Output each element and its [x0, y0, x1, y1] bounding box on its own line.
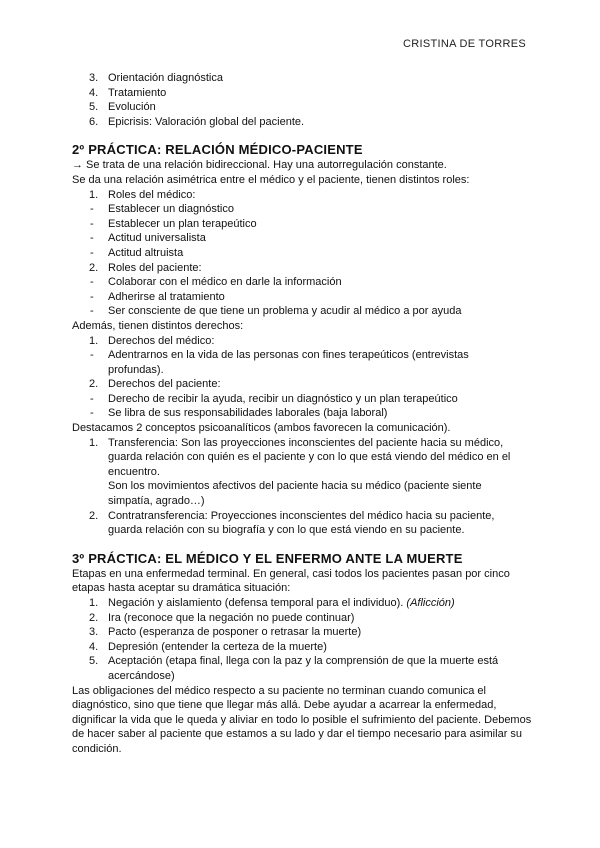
- list-item: [72, 596, 532, 611]
- list-number: 2.: [89, 261, 99, 274]
- list-item-text: Evolución: [108, 101, 156, 114]
- dash-item: [72, 406, 532, 421]
- dash-item-text: Adherirse al tratamiento: [108, 290, 225, 303]
- dash-marker: -: [90, 217, 94, 230]
- paragraph: Etapas en una enfermedad terminal. En general, casi todos los pacientes pasan por cinco etapas hasta aceptar su dramática situación:: [72, 567, 510, 595]
- dash-item: [72, 246, 532, 261]
- list-number: 4.: [89, 640, 99, 653]
- list-item-text: Contratransferencia: Proyecciones inconscientes del médico hacia su paciente, guarda relación con su biografía y con lo que está viendo en su paciente.: [108, 509, 495, 537]
- list-item: [72, 625, 532, 640]
- list-number: 1.: [89, 436, 99, 449]
- author-header: CRISTINA DE TORRES: [403, 38, 526, 50]
- list-item-text: Tratamiento: [108, 86, 167, 99]
- list-number: 2.: [89, 509, 99, 522]
- dash-item-text: Derecho de recibir la ayuda, recibir un diagnóstico y un plan terapeútico: [108, 392, 458, 405]
- list-item-text: Derechos del paciente:: [108, 378, 221, 391]
- dash-marker: -: [90, 290, 94, 303]
- list-number: 3.: [89, 72, 99, 84]
- dash-marker: -: [90, 203, 94, 216]
- dash-item-text: Establecer un diagnóstico: [108, 203, 234, 216]
- dash-item: [72, 348, 508, 377]
- dash-marker: -: [90, 232, 94, 245]
- list-item-text: Depresión (entender la certeza de la muerte): [108, 640, 327, 653]
- paragraph: Las obligaciones del médico respecto a su paciente no terminan cuando comunica el diagnóstico, sino que tiene que llegar más allá. Debe ayudar a acarrear la enfermedad, dignificar la vida que le queda y aliviar en todo lo posible el sufrimiento del paciente. Debemos de hacer saber al paciente que estamos a su lado y dar el tiempo necesario para asimilar su condición.: [72, 684, 532, 755]
- list-item-italic: (Aflicción): [406, 597, 455, 609]
- list-number: 5.: [89, 101, 99, 114]
- dash-marker: -: [90, 276, 94, 289]
- list-item: [72, 261, 532, 276]
- list-item-text: Ira (reconoce que la negación no puede continuar): [108, 611, 355, 624]
- list-number: 6.: [89, 115, 99, 128]
- dash-item: [72, 231, 532, 246]
- paragraph: Destacamos 2 conceptos psicoanalíticos (ambos favorecen la comunicación).: [72, 422, 451, 435]
- list-number: 1.: [89, 188, 99, 201]
- section-heading: 3º PRÁCTICA: EL MÉDICO Y EL ENFERMO ANTE LA MUERTE: [72, 550, 463, 566]
- list-item: [72, 100, 532, 115]
- list-item-text: Pacto (esperanza de posponer o retrasar la muerte): [108, 626, 362, 639]
- paragraph: → Se trata de una relación bidireccional. Hay una autorregulación constante.: [72, 159, 447, 172]
- list-number: 4.: [89, 86, 99, 99]
- list-item-text: Roles del paciente:: [108, 261, 202, 274]
- dash-item-text: Colaborar con el médico en darle la información: [108, 276, 342, 289]
- section-heading: 2º PRÁCTICA: RELACIÓN MÉDICO-PACIENTE: [72, 142, 363, 158]
- list-number: 3.: [89, 626, 99, 639]
- dash-marker: -: [90, 407, 94, 420]
- dash-marker: -: [90, 349, 94, 362]
- dash-item-text: Adentrarnos en la vida de las personas con fines terapeúticos (entrevistas profundas).: [108, 349, 469, 376]
- list-item: [72, 611, 532, 626]
- list-item: [72, 188, 532, 203]
- list-item-text: Son los movimientos afectivos del paciente hacia su médico (paciente siente simpatía, agrado…): [108, 480, 482, 508]
- paragraph: Se da una relación asimétrica entre el médico y el paciente, tienen distintos roles:: [72, 173, 470, 186]
- list-item-text: Epicrisis: Valoración global del paciente.: [108, 115, 305, 128]
- dash-item: [72, 392, 532, 407]
- list-number: 1.: [89, 597, 99, 609]
- list-number: 2.: [89, 378, 99, 391]
- list-item: [72, 334, 532, 349]
- list-item-text: Orientación diagnóstica: [108, 72, 223, 84]
- dash-item-text: Ser consciente de que tiene un problema y acudir al médico a por ayuda: [108, 305, 462, 318]
- dash-marker: -: [90, 246, 94, 259]
- list-item-text: Derechos del médico:: [108, 334, 215, 347]
- list-item: [72, 640, 532, 655]
- list-item: [72, 115, 532, 130]
- dash-item: [72, 304, 532, 319]
- list-item-text: Aceptación (etapa final, llega con la paz y la comprensión de que la muerte está acercándose): [108, 655, 499, 682]
- dash-item-text: Actitud altruista: [108, 246, 184, 259]
- dash-item-text: Se libra de sus responsabilidades laborales (baja laboral): [108, 407, 388, 420]
- dash-item: [72, 217, 532, 232]
- list-item: [72, 71, 532, 86]
- paragraph: Además, tienen distintos derechos:: [72, 319, 244, 332]
- dash-item-text: Actitud universalista: [108, 232, 206, 245]
- list-number: 2.: [89, 611, 99, 624]
- list-item: [72, 436, 528, 480]
- dash-marker: -: [90, 305, 94, 318]
- list-item: [72, 377, 532, 392]
- dash-item: [72, 290, 532, 305]
- list-item: [72, 654, 528, 683]
- list-number: 5.: [89, 655, 99, 668]
- list-item-continuation: [72, 479, 528, 508]
- dash-item: [72, 202, 532, 217]
- dash-item: [72, 275, 532, 290]
- list-item-text: Negación y aislamiento (defensa temporal para el individuo).: [108, 597, 404, 609]
- list-item: [72, 509, 528, 538]
- list-item: [72, 86, 532, 101]
- document-body: [72, 71, 532, 757]
- list-item-text: Roles del médico:: [108, 188, 196, 201]
- dash-marker: -: [90, 392, 94, 405]
- dash-item-text: Establecer un plan terapeútico: [108, 217, 257, 230]
- list-item-text: Transferencia: Son las proyecciones inconscientes del paciente hacia su médico, guarda relación con quién es el paciente y con lo que está viendo del médico en el encuentro.: [108, 436, 511, 478]
- list-number: 1.: [89, 334, 99, 347]
